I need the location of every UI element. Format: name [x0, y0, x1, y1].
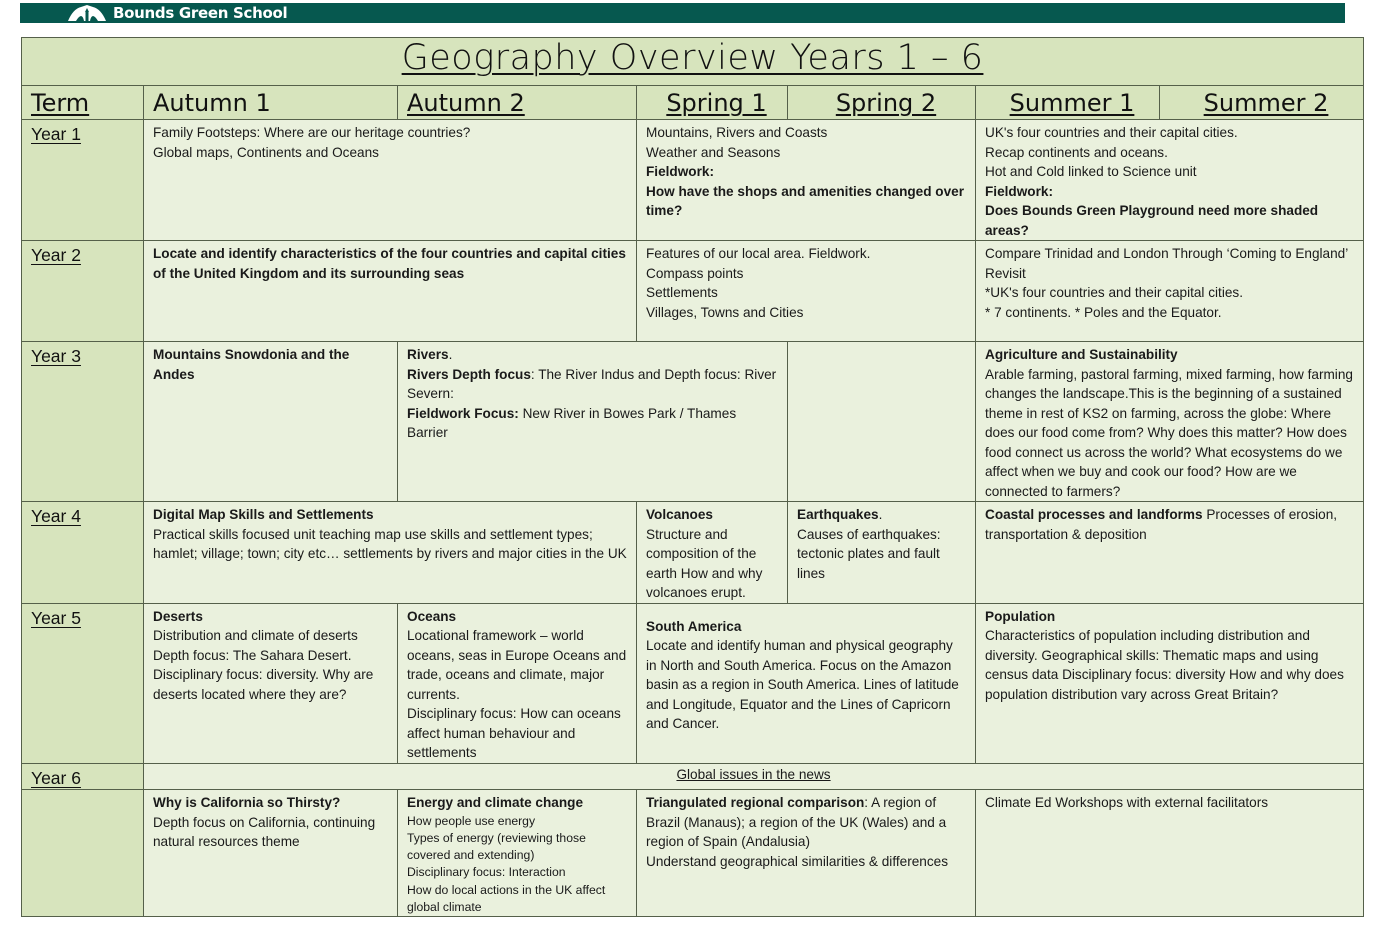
- title-row: [22, 38, 1364, 86]
- geography-overview-table: [21, 37, 1364, 917]
- year6-row: [22, 790, 1364, 917]
- year2-spring-line: Settlements: [646, 285, 718, 300]
- year5-autumn1-line: Distribution and climate of deserts: [153, 628, 358, 643]
- term-header-row: [22, 86, 1364, 120]
- year1-row: [22, 120, 1364, 241]
- year5-summer-text: Characteristics of population including distribution and diversity. Geographical skills: Thematic maps and using census data Disciplinary focus: diversity How and why does population distribution vary across Great Britain?: [985, 628, 1344, 702]
- year5-spring-title: South America: [646, 618, 742, 634]
- year1-spring-fieldwork-label: Fieldwork:: [646, 164, 714, 179]
- year4-spring2-cell: [788, 502, 976, 604]
- year3-row: [22, 342, 1364, 502]
- header-term-label: Term: [31, 88, 90, 117]
- year6-banner-text: Global issues in the news: [676, 766, 831, 782]
- year3-autumn1-text: Mountains Snowdonia and the Andes: [153, 347, 350, 382]
- year1-spring-line: Weather and Seasons: [646, 144, 781, 160]
- year2-spring-cell: [637, 241, 976, 342]
- year6-spring-line2: Understand geographical similarities & differences: [646, 853, 948, 869]
- year4-label: Year 4: [31, 506, 81, 526]
- year4-spring1-cell: [637, 502, 788, 604]
- header-spring2-label: Spring 2: [835, 88, 937, 117]
- year3-rivers-title: Rivers: [407, 347, 449, 362]
- year5-autumn1-line: Depth focus: The Sahara Desert.: [153, 647, 352, 663]
- year3-rivers-fieldwork-text: New River in Bowes Park / Thames Barrier: [407, 405, 737, 440]
- year6-spring-cell: [637, 790, 976, 917]
- year3-autumn1-cell: [144, 342, 398, 502]
- year4-spring2-text: Causes of earthquakes: tectonic plates and fault lines: [797, 526, 941, 581]
- year6-banner-cell: [144, 763, 1364, 790]
- school-banner: [20, 3, 1345, 23]
- year2-summer-line: * 7 continents. * Poles and the Equator.: [985, 304, 1222, 320]
- header-autumn2: [398, 86, 637, 120]
- year1-label-cell: [22, 120, 144, 241]
- year5-autumn2-line: Locational framework – world oceans, seas in Europe Oceans and trade, oceans and climate, major currents.: [407, 628, 627, 702]
- year1-autumn-line: Global maps, Continents and Oceans: [153, 144, 379, 160]
- year4-autumn-cell: [144, 502, 637, 604]
- year2-summer-line: *UK's four countries and their capital cities.: [985, 285, 1243, 300]
- year4-spring1-title: Volcanoes: [646, 507, 713, 522]
- year1-summer-fieldwork-question: Does Bounds Green Playground need more shaded areas?: [985, 203, 1319, 238]
- year4-summer-cell: [976, 502, 1364, 604]
- year2-label-cell: [22, 241, 144, 342]
- year6-autumn2-line: Types of energy (reviewing those covered and extending): [407, 830, 586, 863]
- year1-summer-cell: [976, 120, 1364, 241]
- year2-spring-line: Features of our local area. Fieldwork.: [646, 246, 871, 261]
- year2-summer-cell: [976, 241, 1364, 342]
- year5-autumn1-cell: [144, 603, 398, 763]
- year3-spring2-cell: [788, 342, 976, 502]
- year1-autumn-line: Family Footsteps: Where are our heritage countries?: [153, 125, 471, 140]
- year4-spring2-title-suffix: .: [878, 507, 883, 522]
- year5-autumn2-line: Disciplinary focus: How can oceans affect human behaviour and settlements: [407, 706, 621, 760]
- year1-spring-line: Mountains, Rivers and Coasts: [646, 125, 828, 140]
- year6-summer-cell: [976, 790, 1364, 917]
- year6-label: Year 6: [31, 767, 81, 788]
- year4-spring2-title: Earthquakes: [797, 507, 879, 522]
- year6-spring-title: Triangulated regional comparison: [646, 795, 865, 810]
- year2-row: [22, 241, 1364, 342]
- header-spring2: [788, 86, 976, 120]
- year5-summer-cell: [976, 603, 1364, 763]
- year3-rivers-title-suffix: .: [448, 347, 453, 362]
- school-name: Bounds Green School: [113, 4, 288, 22]
- year5-autumn2-title: Oceans: [407, 608, 457, 624]
- year3-rivers-fieldwork-label: Fieldwork Focus:: [407, 405, 519, 421]
- year5-summer-title: Population: [985, 608, 1056, 624]
- year1-spring-cell: [637, 120, 976, 241]
- year4-spring1-text: Structure and composition of the earth How and why volcanoes erupt.: [646, 526, 763, 600]
- year6-autumn1-title: Why is California so Thirsty?: [153, 795, 341, 810]
- year6-blank-cell: [22, 790, 144, 917]
- year3-rivers-depth-label: Rivers Depth focus: [407, 366, 531, 382]
- year6-autumn2-title: Energy and climate change: [407, 795, 584, 810]
- year1-spring-fieldwork-question: How have the shops and amenities changed over time?: [646, 183, 965, 218]
- year5-autumn2-cell: [398, 603, 637, 763]
- year3-summer-text: Arable farming, pastoral farming, mixed farming, how farming changes the landscape.This is the beginning of a sustained theme in rest of KS2 on farming, across the globe: Where does our food come from? Why does this matter? How does food connect us across the world? What ecosystems do we affect when we buy and cook our food? How are we connected to farmers?: [985, 366, 1353, 499]
- year6-autumn1-cell: [144, 790, 398, 917]
- year5-spring-text: Locate and identify human and physical geography in North and South America. Focus on the Amazon basin as a region in South America. Lines of latitude and Longitude, Equator and the Lines of Capricorn and Cancer.: [646, 638, 959, 731]
- year2-spring-line: Compass points: [646, 265, 744, 281]
- year6-label-cell: [22, 763, 144, 790]
- year1-summer-line: UK's four countries and their capital cities.: [985, 125, 1238, 140]
- year1-autumn-cell: [144, 120, 637, 241]
- header-spring1-label: Spring 1: [666, 88, 767, 117]
- year5-label-cell: [22, 603, 144, 763]
- year1-summer-fieldwork-label: Fieldwork:: [985, 183, 1053, 199]
- year3-label-cell: [22, 342, 144, 502]
- year4-label-cell: [22, 502, 144, 604]
- year5-row: [22, 603, 1364, 763]
- page-title: Geography Overview Years 1 – 6: [401, 37, 984, 78]
- header-autumn1-label: Autumn 1: [153, 88, 271, 117]
- year2-autumn-text: Locate and identify characteristics of the four countries and capital cities of the United Kingdom and its surrounding seas: [153, 246, 626, 281]
- title-cell: [22, 38, 1364, 86]
- header-term: [22, 86, 144, 120]
- year6-autumn2-line: Disciplinary focus: Interaction: [407, 865, 566, 880]
- year5-autumn1-line: Disciplinary focus: diversity. Why are deserts located where they are?: [153, 667, 374, 702]
- year2-label: Year 2: [31, 245, 81, 265]
- year2-summer-line: Compare Trinidad and London Through ‘Coming to England’: [985, 246, 1349, 261]
- year4-summer-title: Coastal processes and landforms: [985, 507, 1203, 522]
- year1-summer-line: Hot and Cold linked to Science unit: [985, 164, 1197, 179]
- year2-summer-line: Revisit: [985, 265, 1026, 281]
- header-spring1: [637, 86, 788, 120]
- year2-autumn-cell: [144, 241, 637, 342]
- year6-autumn1-text: Depth focus on California, continuing natural resources theme: [153, 814, 376, 849]
- year3-summer-title: Agriculture and Sustainability: [985, 347, 1178, 362]
- year5-autumn1-title: Deserts: [153, 608, 203, 624]
- school-roof-logo-icon: [67, 5, 107, 21]
- year3-summer-cell: [976, 342, 1364, 502]
- year6-banner-row: [22, 763, 1364, 790]
- year6-summer-text: Climate Ed Workshops with external facilitators: [985, 795, 1269, 810]
- year4-row: [22, 502, 1364, 604]
- header-summer2-label: Summer 2: [1203, 88, 1329, 117]
- year5-label: Year 5: [31, 607, 81, 628]
- year5-spring-cell: [637, 603, 976, 763]
- year3-rivers-cell: [398, 342, 788, 502]
- year4-autumn-text: Practical skills focused unit teaching map use skills and settlement types; hamlet; village; town; city etc… settlements by rivers and major cities in the UK: [153, 526, 627, 561]
- year3-rivers-depth-text: : The River Indus and Depth focus: River Severn:: [407, 366, 777, 401]
- year2-spring-line: Villages, Towns and Cities: [646, 304, 804, 320]
- year6-autumn2-cell: [398, 790, 637, 917]
- year4-autumn-title: Digital Map Skills and Settlements: [153, 507, 374, 522]
- year4-summer-text: Processes of erosion, transportation & deposition: [985, 507, 1338, 542]
- header-summer1: [976, 86, 1160, 120]
- header-summer2: [1160, 86, 1364, 120]
- year6-autumn2-line: How people use energy: [407, 813, 536, 828]
- year1-label: Year 1: [31, 124, 81, 144]
- header-autumn1: [144, 86, 398, 120]
- year3-label: Year 3: [31, 346, 81, 366]
- header-summer1-label: Summer 1: [1009, 88, 1135, 117]
- header-autumn2-label: Autumn 2: [407, 88, 525, 117]
- year6-autumn2-line: How do local actions in the UK affect global climate: [407, 882, 606, 914]
- year1-summer-line: Recap continents and oceans.: [985, 144, 1168, 160]
- year6-spring-text: : A region of Brazil (Manaus); a region of the UK (Wales) and a region of Spain (Andalusia): [646, 795, 947, 849]
